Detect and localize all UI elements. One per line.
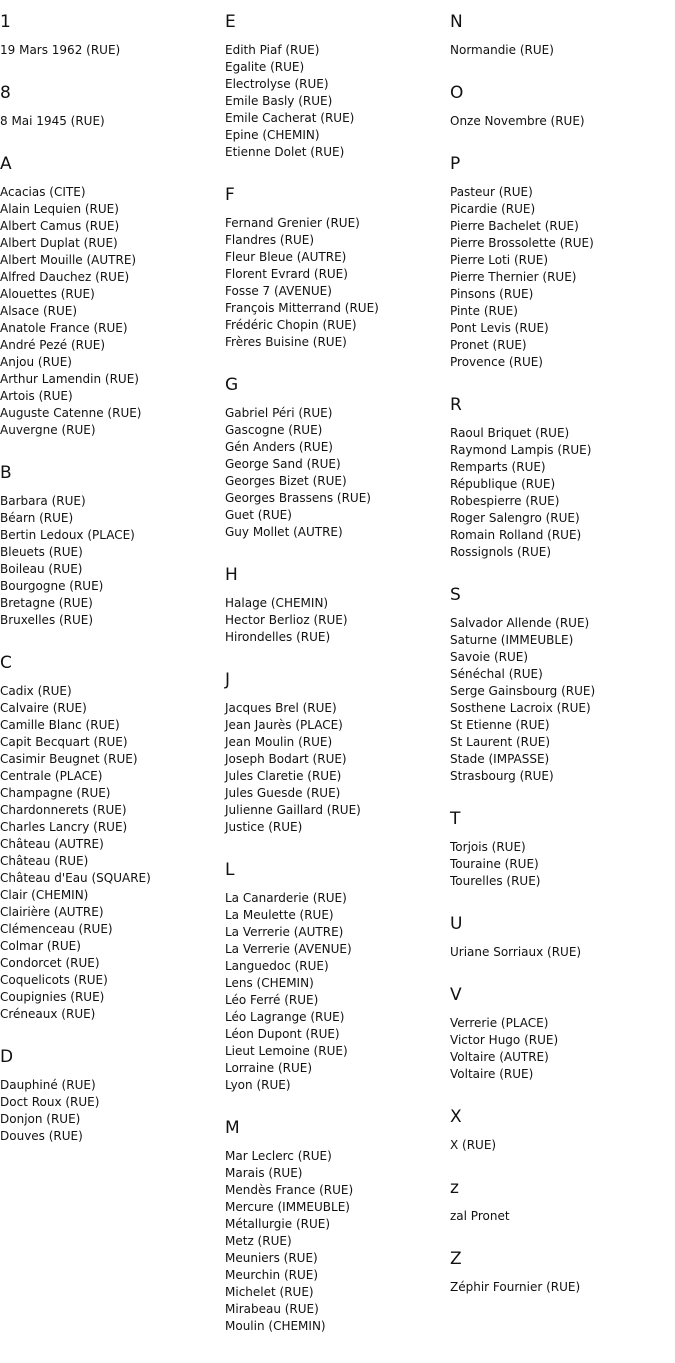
letter-section <box>225 184 445 351</box>
street-link[interactable]: Mercure (IMMEUBLE) <box>225 1200 350 1214</box>
street-list <box>225 405 445 541</box>
street-link[interactable]: Bourgogne (RUE) <box>0 579 104 593</box>
street-link[interactable]: Alsace (RUE) <box>0 304 78 318</box>
street-link[interactable]: Sosthene Lacroix (RUE) <box>450 701 591 715</box>
street-list <box>450 1137 675 1154</box>
street-link[interactable]: Strasbourg (RUE) <box>450 769 554 783</box>
street-link[interactable]: André Pezé (RUE) <box>0 338 106 352</box>
street-list <box>225 42 445 161</box>
section-letter-heading: 1 <box>0 12 11 32</box>
street-link[interactable]: Victor Hugo (RUE) <box>450 1033 559 1047</box>
street-link[interactable]: Léon Dupont (RUE) <box>225 1027 340 1041</box>
street-link[interactable]: Château (AUTRE) <box>0 837 104 851</box>
street-link[interactable]: Lieut Lemoine (RUE) <box>225 1044 348 1058</box>
street-link[interactable]: Gabriel Péri (RUE) <box>225 406 333 420</box>
street-link[interactable]: Flandres (RUE) <box>225 233 314 247</box>
street-link[interactable]: Lyon (RUE) <box>225 1078 291 1092</box>
street-list <box>225 215 445 351</box>
street-link[interactable]: Sénéchal (RUE) <box>450 667 543 681</box>
street-link[interactable]: Alain Lequien (RUE) <box>0 202 119 216</box>
street-link[interactable]: Condorcet (RUE) <box>0 956 100 970</box>
street-link[interactable]: Albert Duplat (RUE) <box>0 236 118 250</box>
street-link[interactable]: Serge Gainsbourg (RUE) <box>450 684 596 698</box>
street-link[interactable]: Mendès France (RUE) <box>225 1183 354 1197</box>
section-letter-heading: R <box>450 395 462 415</box>
street-link[interactable]: Pinsons (RUE) <box>450 287 534 301</box>
letter-section <box>225 374 445 541</box>
street-link[interactable]: Pont Levis (RUE) <box>450 321 549 335</box>
street-link[interactable]: Acacias (CITE) <box>0 185 86 199</box>
street-link[interactable]: Onze Novembre (RUE) <box>450 114 585 128</box>
street-list <box>450 1279 675 1296</box>
street-link[interactable]: Château (RUE) <box>0 854 89 868</box>
street-link[interactable]: Lens (CHEMIN) <box>225 976 314 990</box>
street-list <box>450 839 675 890</box>
street-link[interactable]: Clairière (AUTRE) <box>0 905 104 919</box>
letter-section <box>450 1106 675 1154</box>
street-link[interactable]: Voltaire (RUE) <box>450 1067 534 1081</box>
street-link[interactable]: Bretagne (RUE) <box>0 596 93 610</box>
letter-section <box>225 11 445 161</box>
street-link[interactable]: Clair (CHEMIN) <box>0 888 89 902</box>
street-link[interactable]: Capit Becquart (RUE) <box>0 735 128 749</box>
street-link[interactable]: Normandie (RUE) <box>450 43 554 57</box>
street-link[interactable]: Pierre Loti (RUE) <box>450 253 549 267</box>
street-link[interactable]: St Laurent (RUE) <box>450 735 551 749</box>
street-link[interactable]: Uriane Sorriaux (RUE) <box>450 945 582 959</box>
street-link[interactable]: Doct Roux (RUE) <box>0 1095 100 1109</box>
street-list <box>0 493 220 629</box>
section-letter-heading: M <box>225 1118 240 1138</box>
street-link[interactable]: Justice (RUE) <box>225 820 303 834</box>
street-link[interactable]: 19 Mars 1962 (RUE) <box>0 43 121 57</box>
section-letter-heading: 8 <box>0 83 11 103</box>
street-link[interactable]: Alouettes (RUE) <box>0 287 95 301</box>
street-link[interactable]: Florent Evrard (RUE) <box>225 267 348 281</box>
street-link[interactable]: Anatole France (RUE) <box>0 321 128 335</box>
street-link[interactable]: Gascogne (RUE) <box>225 423 323 437</box>
street-link[interactable]: Centrale (PLACE) <box>0 769 103 783</box>
street-link[interactable]: Egalite (RUE) <box>225 60 305 74</box>
street-link[interactable]: Picardie (RUE) <box>450 202 536 216</box>
street-link[interactable]: Etienne Dolet (RUE) <box>225 145 345 159</box>
street-link[interactable]: Bleuets (RUE) <box>0 545 83 559</box>
street-link[interactable]: Jean Moulin (RUE) <box>225 735 333 749</box>
street-link[interactable]: Château d'Eau (SQUARE) <box>0 871 151 885</box>
section-letter-heading: V <box>450 985 462 1005</box>
letter-section <box>0 1046 220 1145</box>
street-link[interactable]: Coupignies (RUE) <box>0 990 105 1004</box>
street-link[interactable]: République (RUE) <box>450 477 556 491</box>
street-link[interactable]: Barbara (RUE) <box>0 494 86 508</box>
street-link[interactable]: Stade (IMPASSE) <box>450 752 550 766</box>
section-letter-heading: D <box>0 1047 14 1067</box>
street-link[interactable]: Jean Jaurès (PLACE) <box>225 718 343 732</box>
street-link[interactable]: Donjon (RUE) <box>0 1112 81 1126</box>
street-link[interactable]: Torjois (RUE) <box>450 840 526 854</box>
street-link[interactable]: Frères Buisine (RUE) <box>225 335 347 349</box>
street-link[interactable]: Douves (RUE) <box>0 1129 83 1143</box>
letter-section <box>225 669 445 836</box>
street-link[interactable]: Coquelicots (RUE) <box>0 973 108 987</box>
street-list <box>0 42 220 59</box>
section-letter-heading: F <box>225 185 235 205</box>
street-link[interactable]: Verrerie (PLACE) <box>450 1016 549 1030</box>
street-link[interactable]: Julienne Gaillard (RUE) <box>225 803 361 817</box>
street-link[interactable]: Hirondelles (RUE) <box>225 630 331 644</box>
street-link[interactable]: Robespierre (RUE) <box>450 494 560 508</box>
street-link[interactable]: Salvador Allende (RUE) <box>450 616 590 630</box>
street-link[interactable]: Alfred Dauchez (RUE) <box>0 270 130 284</box>
street-link[interactable]: Chardonnerets (RUE) <box>0 803 127 817</box>
street-link[interactable]: Bruxelles (RUE) <box>0 613 94 627</box>
street-link[interactable]: Casimir Beugnet (RUE) <box>0 752 138 766</box>
street-link[interactable]: Mirabeau (RUE) <box>225 1302 319 1316</box>
street-link[interactable]: X (RUE) <box>450 1138 497 1152</box>
letter-section <box>225 859 445 1094</box>
street-link[interactable]: Anjou (RUE) <box>0 355 72 369</box>
letter-section <box>0 82 220 130</box>
street-link[interactable]: Epine (CHEMIN) <box>225 128 320 142</box>
street-link[interactable]: Créneaux (RUE) <box>0 1007 96 1021</box>
section-letter-heading: C <box>0 653 12 673</box>
street-link[interactable]: Artois (RUE) <box>0 389 73 403</box>
letter-section <box>0 652 220 1023</box>
street-link[interactable]: Metz (RUE) <box>225 1234 292 1248</box>
section-letter-heading: E <box>225 12 236 32</box>
street-link[interactable]: Savoie (RUE) <box>450 650 529 664</box>
street-list <box>450 184 675 371</box>
street-link[interactable]: Meuniers (RUE) <box>225 1251 318 1265</box>
street-link[interactable]: Georges Brassens (RUE) <box>225 491 371 505</box>
street-link[interactable]: Albert Camus (RUE) <box>0 219 120 233</box>
street-link[interactable]: Languedoc (RUE) <box>225 959 329 973</box>
street-link[interactable]: Remparts (RUE) <box>450 460 546 474</box>
letter-section <box>450 584 675 785</box>
street-link[interactable]: Pierre Bachelet (RUE) <box>450 219 579 233</box>
street-link[interactable]: Béarn (RUE) <box>0 511 74 525</box>
street-link[interactable]: Colmar (RUE) <box>0 939 81 953</box>
street-link[interactable]: Raoul Briquet (RUE) <box>450 426 570 440</box>
street-link[interactable]: Tourelles (RUE) <box>450 874 541 888</box>
section-letter-heading: B <box>0 463 12 483</box>
letter-section <box>450 82 675 130</box>
street-link[interactable]: Arthur Lamendin (RUE) <box>0 372 139 386</box>
street-link[interactable]: Joseph Bodart (RUE) <box>225 752 347 766</box>
section-letter-heading: U <box>450 914 463 934</box>
street-link[interactable]: Provence (RUE) <box>450 355 543 369</box>
street-list <box>225 1148 445 1335</box>
street-link[interactable]: La Verrerie (AUTRE) <box>225 925 344 939</box>
letter-section <box>225 1117 445 1335</box>
street-link[interactable]: Léo Lagrange (RUE) <box>225 1010 345 1024</box>
street-link[interactable]: Guy Mollet (AUTRE) <box>225 525 343 539</box>
street-link[interactable]: Pinte (RUE) <box>450 304 518 318</box>
section-letter-heading: P <box>450 154 461 174</box>
street-list <box>450 425 675 561</box>
street-list <box>450 1015 675 1083</box>
street-link[interactable]: Fleur Bleue (AUTRE) <box>225 250 347 264</box>
letter-section <box>450 153 675 371</box>
letter-section <box>450 984 675 1083</box>
street-list <box>0 113 220 130</box>
street-link[interactable]: Auvergne (RUE) <box>0 423 96 437</box>
street-link[interactable]: Michelet (RUE) <box>225 1285 314 1299</box>
street-link[interactable]: Gén Anders (RUE) <box>225 440 333 454</box>
street-link[interactable]: Rossignols (RUE) <box>450 545 552 559</box>
street-link[interactable]: Pasteur (RUE) <box>450 185 533 199</box>
section-letter-heading: z <box>450 1178 459 1198</box>
street-link[interactable]: Léo Ferré (RUE) <box>225 993 319 1007</box>
street-link[interactable]: Meurchin (RUE) <box>225 1268 319 1282</box>
letter-section <box>450 1177 675 1225</box>
letter-section <box>450 1248 675 1296</box>
section-letter-heading: L <box>225 860 235 880</box>
street-link[interactable]: Georges Bizet (RUE) <box>225 474 347 488</box>
street-link[interactable]: Albert Mouille (AUTRE) <box>0 253 137 267</box>
street-link[interactable]: Touraine (RUE) <box>450 857 539 871</box>
street-link[interactable]: Romain Rolland (RUE) <box>450 528 582 542</box>
section-letter-heading: N <box>450 12 463 32</box>
street-link[interactable]: Edith Piaf (RUE) <box>225 43 320 57</box>
street-link[interactable]: Pierre Brossolette (RUE) <box>450 236 594 250</box>
street-link[interactable]: Jules Claretie (RUE) <box>225 769 342 783</box>
street-list <box>450 615 675 785</box>
street-link[interactable]: Voltaire (AUTRE) <box>450 1050 549 1064</box>
street-index-column-2 <box>225 11 445 1358</box>
street-list <box>450 944 675 961</box>
street-link[interactable]: Raymond Lampis (RUE) <box>450 443 592 457</box>
street-list <box>0 683 220 1023</box>
street-list <box>450 42 675 59</box>
street-link[interactable]: Roger Salengro (RUE) <box>450 511 580 525</box>
street-link[interactable]: Marais (RUE) <box>225 1166 303 1180</box>
street-link[interactable]: Pierre Thernier (RUE) <box>450 270 577 284</box>
street-link[interactable]: Jules Guesde (RUE) <box>225 786 341 800</box>
street-link[interactable]: Champagne (RUE) <box>0 786 111 800</box>
street-list <box>225 595 445 646</box>
street-link[interactable]: zal Pronet <box>450 1209 510 1223</box>
letter-section <box>0 153 220 439</box>
street-link[interactable]: Jacques Brel (RUE) <box>225 701 337 715</box>
section-letter-heading: O <box>450 83 464 103</box>
street-link[interactable]: Dauphiné (RUE) <box>0 1078 96 1092</box>
street-link[interactable]: Mar Leclerc (RUE) <box>225 1149 332 1163</box>
street-index-column-1 <box>0 11 220 1168</box>
street-link[interactable]: Hector Berlioz (RUE) <box>225 613 348 627</box>
letter-section <box>450 808 675 890</box>
street-list <box>225 890 445 1094</box>
street-link[interactable]: La Verrerie (AVENUE) <box>225 942 352 956</box>
section-letter-heading: Z <box>450 1249 462 1269</box>
section-letter-heading: S <box>450 585 461 605</box>
street-list <box>225 700 445 836</box>
street-link[interactable]: Lorraine (RUE) <box>225 1061 313 1075</box>
letter-section <box>0 462 220 629</box>
street-link[interactable]: La Canarderie (RUE) <box>225 891 347 905</box>
street-link[interactable]: Clémenceau (RUE) <box>0 922 113 936</box>
street-link[interactable]: Guet (RUE) <box>225 508 292 522</box>
street-link[interactable]: Moulin (CHEMIN) <box>225 1319 326 1333</box>
street-link[interactable]: Halage (CHEMIN) <box>225 596 329 610</box>
street-link[interactable]: Charles Lancry (RUE) <box>0 820 128 834</box>
street-link[interactable]: François Mitterrand (RUE) <box>225 301 379 315</box>
street-link[interactable]: La Meulette (RUE) <box>225 908 334 922</box>
street-list <box>0 1077 220 1145</box>
letter-section <box>450 11 675 59</box>
section-letter-heading: H <box>225 565 238 585</box>
street-link[interactable]: Camille Blanc (RUE) <box>0 718 120 732</box>
street-link[interactable]: Emile Cacherat (RUE) <box>225 111 355 125</box>
street-link[interactable]: Boileau (RUE) <box>0 562 83 576</box>
street-link[interactable]: Frédéric Chopin (RUE) <box>225 318 357 332</box>
section-letter-heading: X <box>450 1107 462 1127</box>
letter-section <box>450 394 675 561</box>
street-link[interactable]: Bertin Ledoux (PLACE) <box>0 528 135 542</box>
street-link[interactable]: Electrolyse (RUE) <box>225 77 329 91</box>
section-letter-heading: A <box>0 154 12 174</box>
street-link[interactable]: Emile Basly (RUE) <box>225 94 333 108</box>
street-link[interactable]: Cadix (RUE) <box>0 684 72 698</box>
street-link[interactable]: Zéphir Fournier (RUE) <box>450 1280 581 1294</box>
street-link[interactable]: Fosse 7 (AVENUE) <box>225 284 332 298</box>
section-letter-heading: G <box>225 375 239 395</box>
street-link[interactable]: Saturne (IMMEUBLE) <box>450 633 574 647</box>
street-link[interactable]: 8 Mai 1945 (RUE) <box>0 114 105 128</box>
street-link[interactable]: Auguste Catenne (RUE) <box>0 406 142 420</box>
street-link[interactable]: Métallurgie (RUE) <box>225 1217 331 1231</box>
street-list <box>450 113 675 130</box>
street-list <box>0 184 220 439</box>
street-list <box>450 1208 675 1225</box>
street-link[interactable]: St Etienne (RUE) <box>450 718 550 732</box>
street-index-column-3 <box>450 11 675 1319</box>
street-link[interactable]: George Sand (RUE) <box>225 457 341 471</box>
street-link[interactable]: Fernand Grenier (RUE) <box>225 216 360 230</box>
section-letter-heading: J <box>225 670 231 690</box>
section-letter-heading: T <box>450 809 461 829</box>
letter-section <box>450 913 675 961</box>
letter-section <box>225 564 445 646</box>
street-link[interactable]: Pronet (RUE) <box>450 338 527 352</box>
letter-section <box>0 11 220 59</box>
street-link[interactable]: Calvaire (RUE) <box>0 701 87 715</box>
